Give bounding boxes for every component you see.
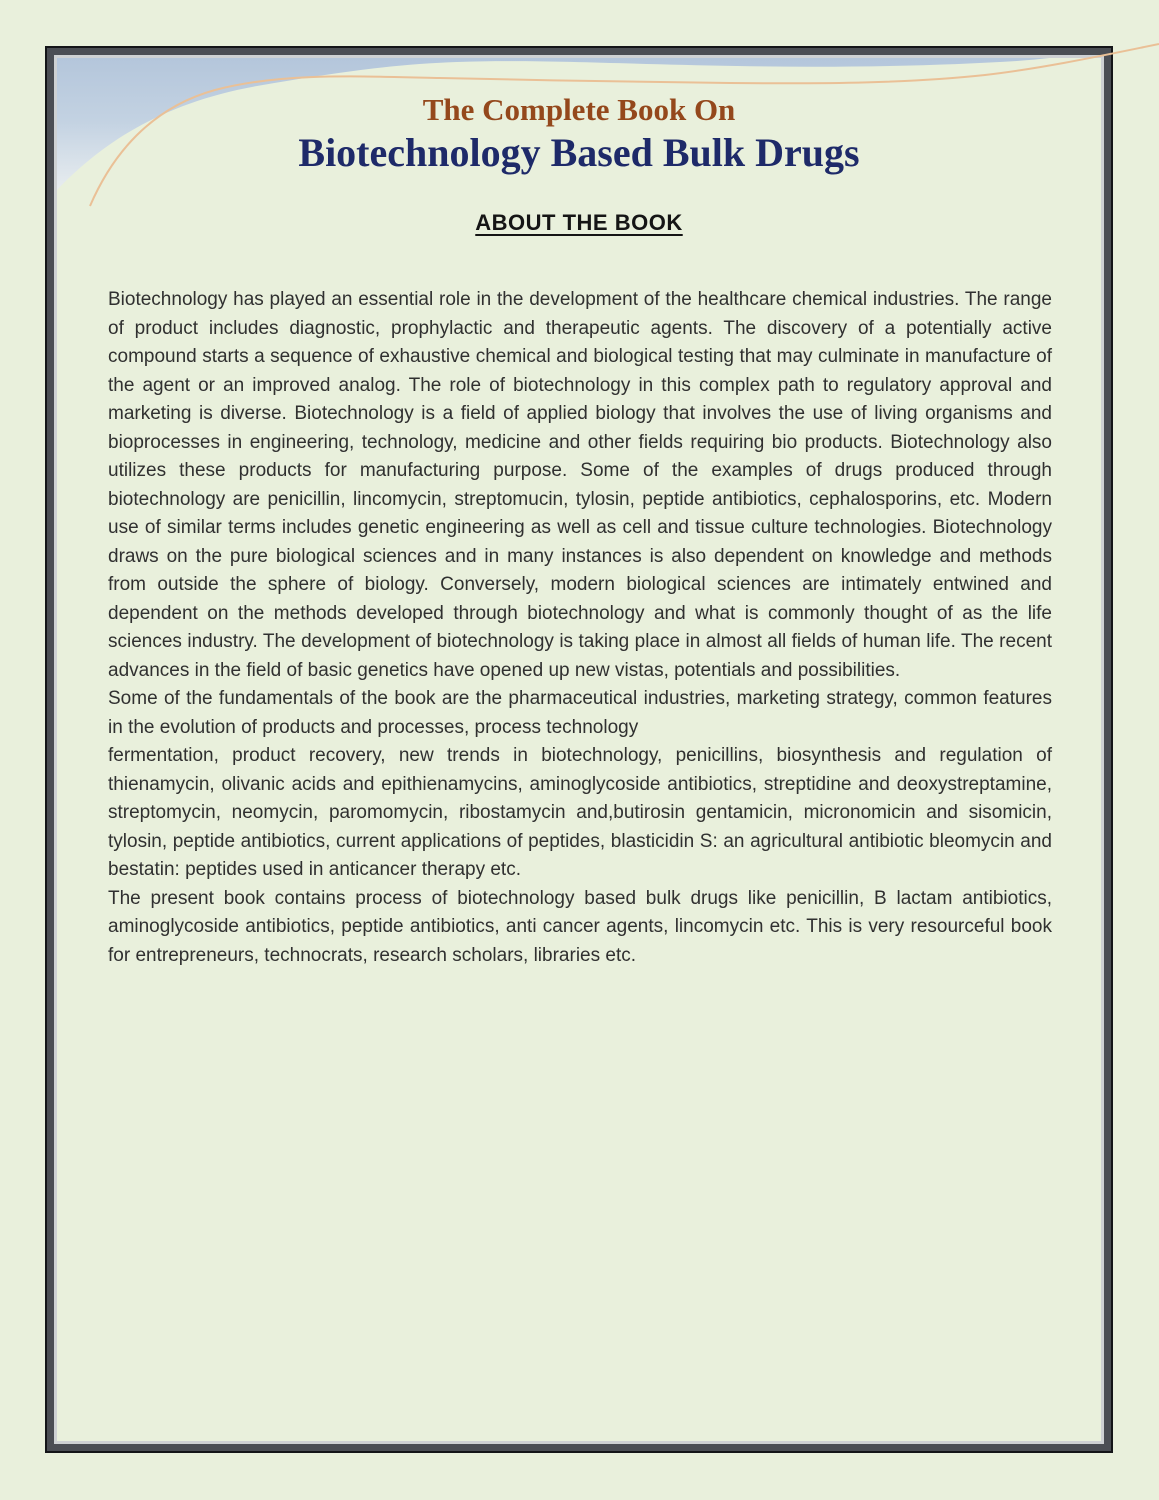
paragraph-4: The present book contains process of biotechnology based bulk drugs like penicillin, B lactam antibiotics, aminoglycoside antibiotics, peptide antibiotics, anti cancer agents, lincomycin etc. This is very resourceful book for entrepreneurs, technocrats, research scholars, libraries etc.: [108, 887, 1052, 966]
page-border-frame: [45, 46, 1113, 1453]
title-block: [57, 58, 1101, 236]
page-content: [57, 58, 1101, 1441]
header: [57, 58, 1101, 284]
book-title: Biotechnology Based Bulk Drugs: [298, 130, 860, 175]
page-border-inner: [54, 55, 1104, 1444]
paragraph-1: Biotechnology has played an essential role in the development of the healthcare chemical industries. The range of product includes diagnostic, prophylactic and therapeutic agents. The discovery of a potentially active compound starts a sequence of exhaustive chemical and biological testing that may culminate in manufacture of the agent or an improved analog. The role of biotechnology in this complex path to regulatory approval and marketing is diverse. Biotechnology is a field of applied biology that involves the use of living organisms and bioprocesses in engineering, technology, medicine and other fields requiring bio products. Biotechnology also utilizes these products for manufacturing purpose. Some of the examples of drugs produced through biotechnology are penicillin, lincomycin, streptomucin, tylosin, peptide antibiotics, cephalosporins, etc. Modern use of similar terms includes genetic engineering as well as cell and tissue culture technologies. Biotechnology draws on the pure biological sciences and in many instances is also dependent on knowledge and methods from outside the sphere of biology. Conversely, modern biological sciences are intimately entwined and dependent on the methods developed through biotechnology and what is commonly thought of as the life sciences industry. The development of biotechnology is taking place in almost all fields of human life. The recent advances in the field of basic genetics have opened up new vistas, potentials and possibilities.: [108, 289, 1052, 681]
paragraph-2: Some of the fundamentals of the book are the pharmaceutical industries, marketing strategy, common features in the evolution of products and processes, process technology: [108, 688, 1052, 738]
paragraph-3: fermentation, product recovery, new trends in biotechnology, penicillins, biosynthesis and regulation of thienamycin, olivanic acids and epithienamycins, aminoglycoside antibiotics, streptidine and deoxystreptamine, streptomycin, neomycin, paromomycin, ribostamycin and,butirosin gentamicin, micronomicin and sisomicin, tylosin, peptide antibiotics, current applications of peptides, blasticidin S: an agricultural antibiotic bleomycin and bestatin: peptides used in anticancer therapy etc.: [108, 745, 1052, 880]
series-title: The Complete Book On: [422, 92, 736, 127]
section-heading: ABOUT THE BOOK: [475, 210, 683, 235]
page-border-mid: [47, 48, 1111, 1451]
about-the-book-text: [57, 284, 1101, 970]
